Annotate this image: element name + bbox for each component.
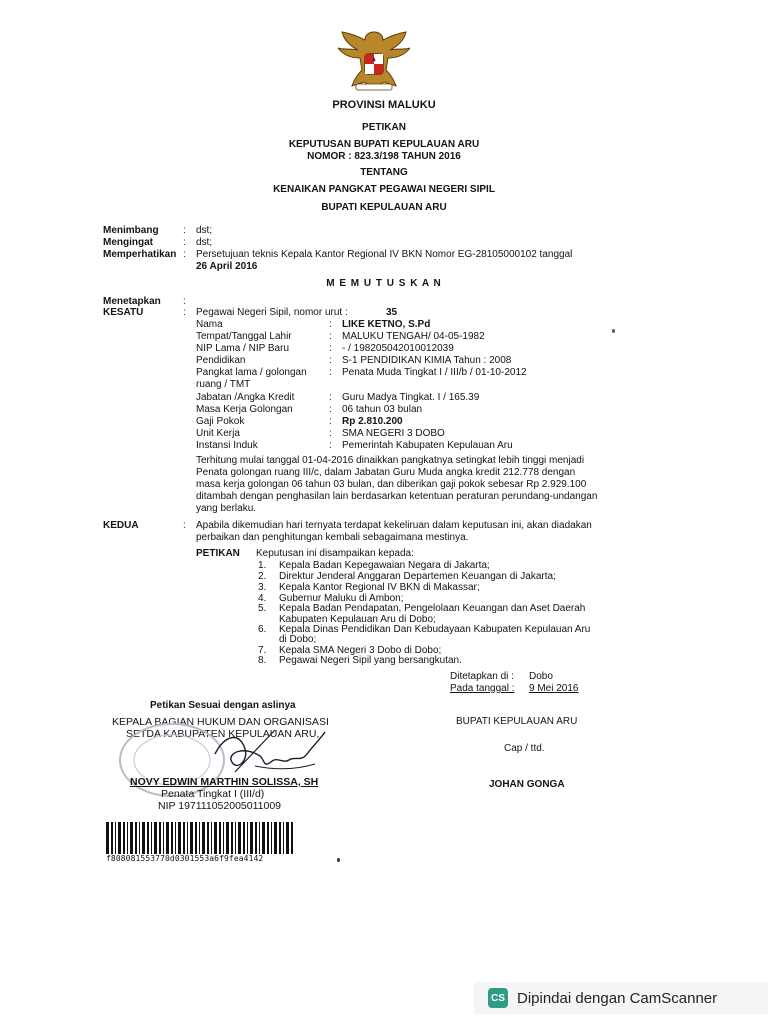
camscanner-text: Dipindai dengan CamScanner xyxy=(517,989,718,1007)
scan-speck xyxy=(612,329,615,333)
garuda-emblem-icon xyxy=(334,26,414,92)
right-sign-title: BUPATI KEPULAUAN ARU xyxy=(456,716,578,727)
decree-number: NOMOR : 823.3/198 TAHUN 2016 xyxy=(307,151,461,162)
left-sign-name: NOVY EDWIN MARTHIN SOLISSA, SH xyxy=(130,776,319,788)
right-sign-name: JOHAN GONGA xyxy=(489,779,565,790)
subject-title: KENAIKAN PANGKAT PEGAWAI NEGERI SIPIL xyxy=(273,184,495,195)
scan-speck xyxy=(337,858,340,862)
signature-icon xyxy=(205,724,330,784)
consideration-date: 26 April 2016 xyxy=(196,261,258,272)
camscanner-watermark xyxy=(474,982,768,1014)
right-sign-stamp: Cap / ttd. xyxy=(504,743,545,754)
province-title: PROVINSI MALUKU xyxy=(332,99,436,111)
left-sign-rank: Penata Tingkat I (III/d) xyxy=(161,788,265,800)
field-label-cont: ruang / TMT xyxy=(196,379,251,390)
camscanner-logo-icon: CS xyxy=(488,988,508,1008)
barcode-text: f808081553770d0301553a6f9fea4142 xyxy=(106,854,264,863)
doc-type: PETIKAN xyxy=(362,122,406,133)
kedua-line: perbaikan dan penghitungan kembali sebagaimana mestinya. xyxy=(196,532,469,543)
conform-label: Petikan Sesuai dengan aslinya xyxy=(150,700,296,711)
about-label: TENTANG xyxy=(360,167,408,178)
decides-heading: M E M U T U S K A N xyxy=(326,278,442,289)
left-sign-nip: NIP 197111052005011009 xyxy=(158,800,282,812)
left-sign-title-1: KEPALA BAGIAN HUKUM DAN ORGANISASI xyxy=(112,716,329,728)
issuer-title: BUPATI KEPULAUAN ARU xyxy=(321,202,447,213)
document-page: PROVINSI MALUKU PETIKAN KEPUTUSAN BUPATI KEPULAUAN ARU NOMOR : 823.3/198 TAHUN 2016 TENTANG KENAIKAN PANGKAT PEGAWAI NEGERI SIPIL BUPATI KEPULAUAN ARU Menimbang : dst; Mengingat : dst; Memperhatikan : Persetujuan teknis Kepala Kantor Regional IV BKN Nomor EG-28105000102 tanggal 26 April 2016 M E M U T U S K A N Menetapkan : KESATU : Pegawai Negeri Sipil, nomor urut : 35 Nama : LIKE KETNO, S.Pd Tempat/Tanggal Lahir : MALUKU TENGAH/ 04-05-1982 NIP Lama / NIP Baru : - / 198205042010012039 Pendidikan : S-1 PENDIDIKAN KIMIA Tahun : 2008 Pangkat lama / golongan : Penata Muda Tingkat I / III/b / 01-10-2012 ruang / TMT Jabatan /Angka Kredit : Guru Madya Tingkat. I / 165.39 Masa Kerja Golongan : 06 tahun 03 bulan Gaji Pokok : Rp 2.810.200 Unit Kerja : SMA NEGERI 3 DOBO Instansi Induk : Pemerintah Kabupaten Kepulauan Aru Terhitung mulai tanggal 01-04-2016 dinaikkan pangkatnya setingkat lebih tinggi menjadi Penata golongan ruang III/c, dalam Jabatan Guru Muda angka kredit 212.778 dengan masa kerja golongan 06 tahun 03 bulan, dan diberikan gaji pokok sebesar Rp 2.929.100 ditambah dengan penghasilan lain berdasarkan ketentuan peraturan perundang-undangan yang berlaku. KEDUA : Apabila dikemudian hari ternyata terdapat kekeliruan dalam keputusan ini, akan diadakan perbaikan dan penghitungan kembali sebagaimana mestinya. PETIKAN Keputusan ini disampaikan kepada: 1. Kepala Badan Kepegawaian Negara di Jakarta; 2. Direktur Jenderal Anggaran Departemen Keuangan di Jakarta; 3. Kepala Kantor Regional IV BKN di Makassar; 4. Gubernur Maluku di Ambon; 5. Kepala Badan Pendapatan, Pengelolaan Keuangan dan Aset Daerah Kabupaten Kepulauan Aru di Dobo; 6. Kepala Dinas Pendidikan Dan Kebudayaan Kabupaten Kepulauan Aru di Dobo; 7. Kepala SMA Negeri 3 Dobo di Dobo; 8. Pegawai Negeri Sipil yang bersangkutan. Ditetapkan di : Dobo Pada tanggal : 9 Mei 2016 Petikan Sesuai dengan aslinya KEPALA BAGIAN HUKUM DAN ORGANISASI SETDA KABUPATEN KEPULAUAN ARU, NOVY EDWIN MARTHIN SOLISSA, SH Penata Tingkat I (III/d) NIP 197111052005011009 BUPATI KEPULAUAN ARU Cap / ttd. JOHAN GONGA f808081553770d0301553a6f9fea4142 CS Dipindai dengan CamScanner xyxy=(0,0,768,1024)
barcode-icon xyxy=(106,822,296,854)
left-sign-title-2: SETDA KABUPATEN KEPULAUAN ARU, xyxy=(126,728,320,740)
decree-title: KEPUTUSAN BUPATI KEPULAUAN ARU xyxy=(288,139,480,150)
